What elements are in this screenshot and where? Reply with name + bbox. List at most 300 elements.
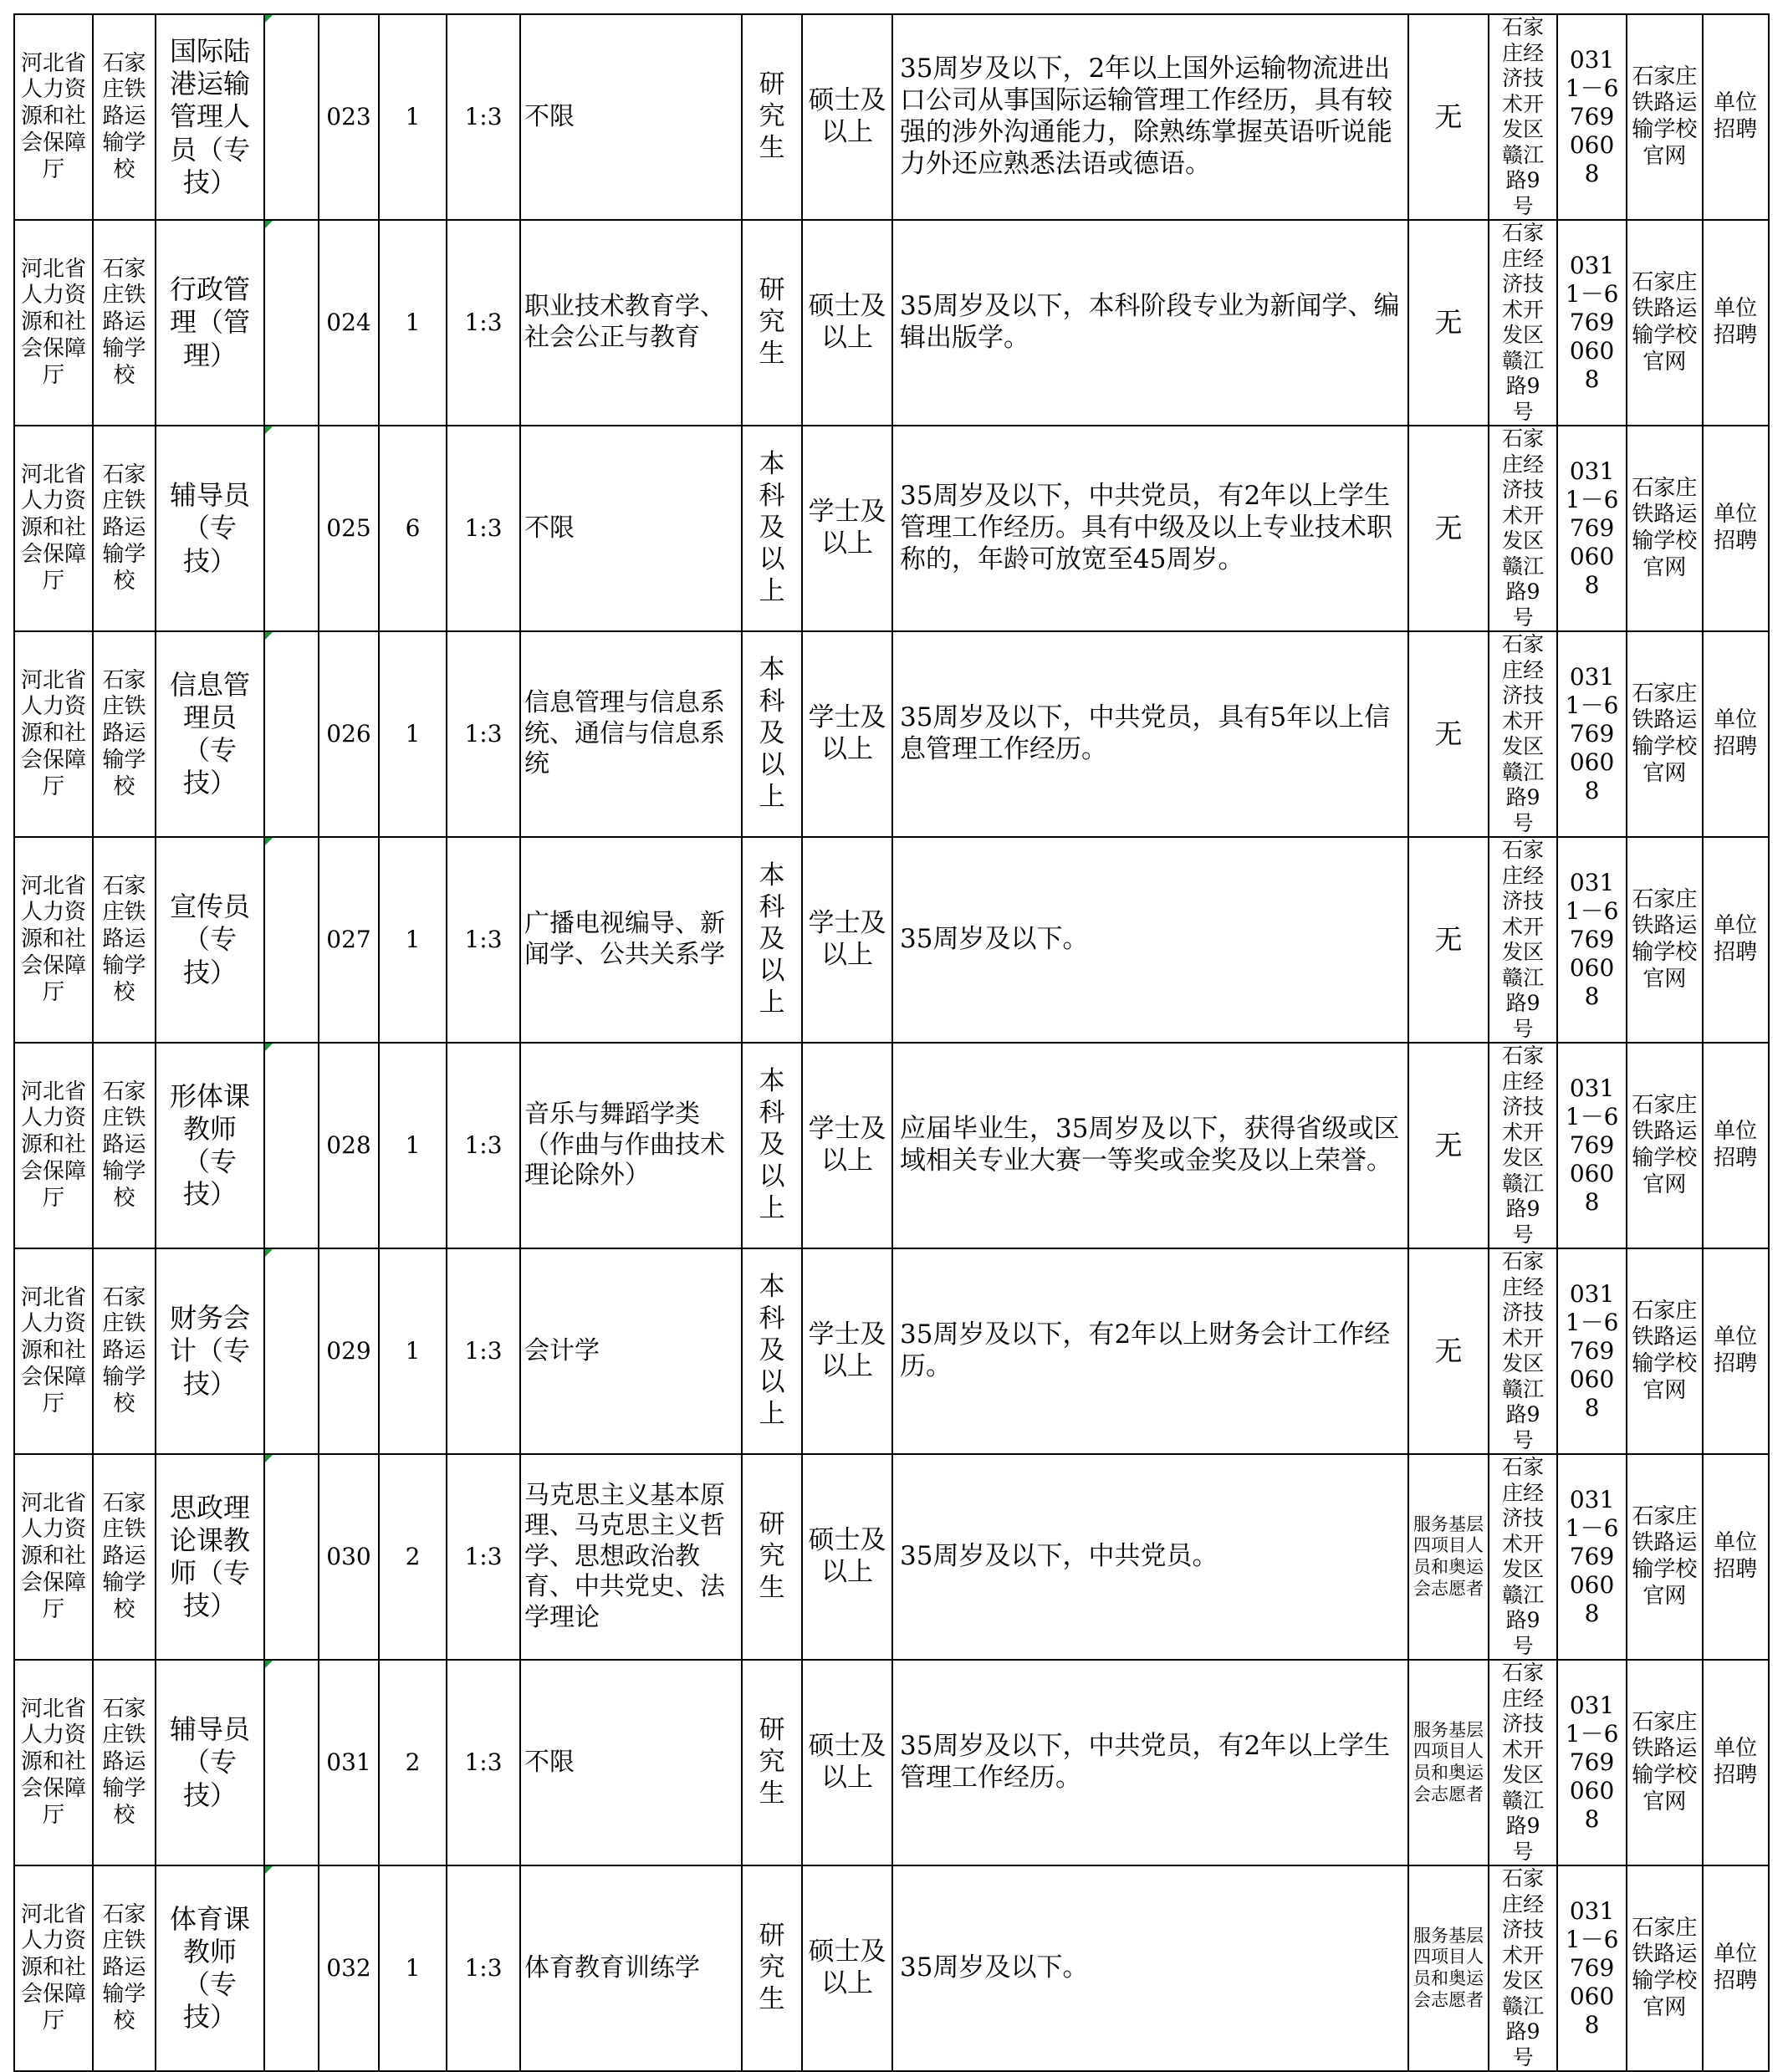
exam-ratio-text: 1:3 [464, 1748, 503, 1776]
education-text: 本科及以上 [759, 449, 785, 606]
exam-ratio-cell [447, 1043, 520, 1248]
education-cell [742, 1660, 802, 1865]
target-group-text: 无 [1434, 1334, 1463, 1367]
exam-ratio-text: 1:3 [464, 1953, 503, 1982]
address-cell [1489, 1043, 1557, 1248]
exam-ratio-cell [447, 1660, 520, 1865]
method-text: 单位招聘 [1714, 1530, 1758, 1582]
post-name-cell [156, 837, 264, 1043]
exam-ratio-text: 1:3 [464, 1130, 503, 1159]
target-group-cell [1408, 220, 1489, 426]
method-text: 单位招聘 [1714, 1324, 1758, 1376]
department-cell [14, 837, 93, 1043]
major-text: 体育教育训练学 [524, 1952, 700, 1983]
unit-cell [93, 1043, 156, 1248]
post-name-text: 行政管理（管理） [169, 273, 250, 371]
department-text: 河北省人力资源和社会保障厅 [20, 50, 86, 182]
exam-ratio-cell [447, 837, 520, 1043]
major-cell [520, 837, 742, 1043]
department-cell [14, 1454, 93, 1660]
major-text: 会计学 [524, 1335, 600, 1365]
major-cell [520, 1043, 742, 1248]
major-text: 马克思主义基本原理、马克思主义哲学、思想政治教育、中共党史、法学理论 [524, 1480, 725, 1632]
major-text: 不限 [524, 101, 575, 131]
requirements-text: 35周岁及以下，中共党员，有2年以上学生管理工作经历。 [900, 1731, 1391, 1793]
method-text: 单位招聘 [1714, 1942, 1758, 1993]
degree-cell [802, 837, 892, 1043]
target-group-text: 无 [1434, 511, 1463, 544]
requirements-text: 35周岁及以下。 [900, 1952, 1089, 1983]
degree-text: 硕士及以上 [808, 1937, 886, 1998]
department-text: 河北省人力资源和社会保障厅 [20, 462, 86, 594]
post-code-cell [319, 1865, 379, 2071]
table-row [14, 1043, 1769, 1248]
target-group-text: 无 [1434, 717, 1463, 750]
post-name-text: 财务会计（专技） [169, 1302, 250, 1400]
website-cell [1627, 1043, 1703, 1248]
department-cell [14, 631, 93, 837]
post-code-text: 024 [326, 308, 371, 336]
department-text: 河北省人力资源和社会保障厅 [20, 1901, 86, 2034]
blank-cell [264, 426, 319, 631]
unit-cell [93, 1248, 156, 1454]
post-name-cell [156, 426, 264, 631]
post-code-text: 032 [326, 1953, 371, 1982]
cell-marker-icon [265, 1044, 273, 1051]
unit-text: 石家庄铁路运输学校 [102, 873, 146, 1005]
cell-marker-icon [265, 1455, 273, 1462]
department-cell [14, 1248, 93, 1454]
address-text: 石家庄经济技术开发区赣江路9号 [1502, 632, 1545, 835]
blank-cell [264, 220, 319, 426]
post-code-text: 026 [326, 719, 371, 748]
blank-cell [264, 1043, 319, 1248]
cell-marker-icon [265, 15, 273, 23]
address-cell [1489, 631, 1557, 837]
table-row [14, 631, 1769, 837]
target-group-text: 无 [1434, 922, 1463, 956]
post-code-text: 028 [326, 1130, 371, 1159]
post-name-cell [156, 1454, 264, 1660]
post-name-cell [156, 1660, 264, 1865]
address-cell [1489, 14, 1557, 220]
education-text: 研究生 [759, 1715, 785, 1809]
table-row [14, 14, 1769, 220]
requirements-text: 35周岁及以下，中共党员，具有5年以上信息管理工作经历。 [900, 702, 1391, 764]
target-group-cell [1408, 14, 1489, 220]
requirements-cell [892, 14, 1408, 220]
unit-text: 石家庄铁路运输学校 [102, 1901, 146, 2034]
headcount-text: 2 [405, 1748, 421, 1776]
exam-ratio-text: 1:3 [464, 719, 503, 748]
unit-text: 石家庄铁路运输学校 [102, 1696, 146, 1828]
exam-ratio-cell [447, 1248, 520, 1454]
blank-cell [264, 14, 319, 220]
table-row [14, 1865, 1769, 2071]
website-text: 石家庄铁路运输学校官网 [1632, 1298, 1698, 1403]
target-group-cell [1408, 1248, 1489, 1454]
target-group-cell [1408, 1660, 1489, 1865]
address-cell [1489, 1865, 1557, 2071]
requirements-text: 35周岁及以下，本科阶段专业为新闻学、编辑出版学。 [900, 291, 1400, 353]
target-group-cell [1408, 631, 1489, 837]
post-code-cell [319, 1660, 379, 1865]
major-text: 音乐与舞蹈学类（作曲与作曲技术理论除外） [524, 1100, 725, 1191]
method-text: 单位招聘 [1714, 913, 1758, 965]
website-text: 石家庄铁路运输学校官网 [1632, 475, 1698, 580]
cell-marker-icon [265, 632, 273, 640]
method-cell [1703, 1865, 1769, 2071]
blank-cell [264, 1454, 319, 1660]
department-text: 河北省人力资源和社会保障厅 [20, 256, 86, 388]
exam-ratio-text: 1:3 [464, 513, 503, 542]
major-cell [520, 631, 742, 837]
post-code-text: 030 [326, 1542, 371, 1570]
major-text: 信息管理与信息系统、通信与信息系统 [524, 688, 725, 779]
phone-text: 0311－67690608 [1565, 1691, 1619, 1834]
exam-ratio-cell [447, 631, 520, 837]
unit-cell [93, 220, 156, 426]
address-text: 石家庄经济技术开发区赣江路9号 [1502, 1661, 1545, 1864]
department-text: 河北省人力资源和社会保障厅 [20, 667, 86, 799]
requirements-text: 35周岁及以下，有2年以上财务会计工作经历。 [900, 1319, 1391, 1381]
education-cell [742, 14, 802, 220]
post-code-cell [319, 220, 379, 426]
degree-cell [802, 1454, 892, 1660]
requirements-text: 35周岁及以下，中共党员。 [900, 1541, 1218, 1572]
headcount-cell [379, 220, 447, 426]
post-code-cell [319, 14, 379, 220]
table-row [14, 220, 1769, 426]
degree-cell [802, 426, 892, 631]
cell-marker-icon [265, 426, 273, 434]
website-cell [1627, 631, 1703, 837]
phone-cell [1557, 1660, 1627, 1865]
degree-text: 学士及以上 [808, 497, 886, 559]
post-name-cell [156, 631, 264, 837]
headcount-text: 1 [405, 1953, 421, 1982]
address-text: 石家庄经济技术开发区赣江路9号 [1502, 15, 1545, 218]
exam-ratio-cell [447, 426, 520, 631]
address-cell [1489, 426, 1557, 631]
method-cell [1703, 631, 1769, 837]
address-text: 石家庄经济技术开发区赣江路9号 [1502, 221, 1545, 424]
major-cell [520, 1660, 742, 1865]
major-text: 不限 [524, 513, 575, 543]
unit-text: 石家庄铁路运输学校 [102, 50, 146, 182]
department-text: 河北省人力资源和社会保障厅 [20, 1696, 86, 1828]
education-text: 研究生 [759, 1509, 785, 1603]
website-text: 石家庄铁路运输学校官网 [1632, 886, 1698, 992]
post-name-cell [156, 1043, 264, 1248]
department-cell [14, 426, 93, 631]
post-name-text: 辅导员（专技） [169, 479, 250, 577]
method-text: 单位招聘 [1714, 1736, 1758, 1788]
method-cell [1703, 1043, 1769, 1248]
phone-cell [1557, 1043, 1627, 1248]
target-group-cell [1408, 837, 1489, 1043]
target-group-text: 无 [1434, 100, 1463, 133]
education-text: 研究生 [759, 1921, 785, 2014]
blank-cell [264, 837, 319, 1043]
exam-ratio-text: 1:3 [464, 1336, 503, 1365]
post-code-text: 029 [326, 1336, 371, 1365]
website-cell [1627, 1660, 1703, 1865]
education-cell [742, 1248, 802, 1454]
degree-text: 学士及以上 [808, 908, 886, 970]
target-group-text: 服务基层四项目人员和奥运会志愿者 [1413, 1513, 1484, 1599]
headcount-text: 1 [405, 102, 421, 130]
education-text: 本科及以上 [759, 860, 785, 1018]
major-text: 广播电视编导、新闻学、公共关系学 [524, 909, 725, 969]
headcount-text: 6 [405, 513, 421, 542]
table-row [14, 1454, 1769, 1660]
department-text: 河北省人力资源和社会保障厅 [20, 1490, 86, 1622]
headcount-cell [379, 426, 447, 631]
target-group-cell [1408, 426, 1489, 631]
unit-cell [93, 1660, 156, 1865]
method-cell [1703, 426, 1769, 631]
post-name-text: 宣传员（专技） [169, 891, 250, 988]
headcount-text: 2 [405, 1542, 421, 1570]
post-name-text: 思政理论课教师（专技） [169, 1491, 250, 1622]
requirements-text: 35周岁及以下，2年以上国外运输物流进出口公司从事国际运输管理工作经历，具有较强的涉外沟通能力，除熟练掌握英语听说能力外还应熟悉法语或德语。 [900, 54, 1392, 179]
unit-cell [93, 631, 156, 837]
target-group-cell [1408, 1865, 1489, 2071]
method-text: 单位招聘 [1714, 707, 1758, 759]
exam-ratio-text: 1:3 [464, 1542, 503, 1570]
degree-text: 学士及以上 [808, 1319, 886, 1381]
cell-marker-icon [265, 1866, 273, 1874]
cell-marker-icon [265, 1249, 273, 1257]
education-cell [742, 1043, 802, 1248]
post-name-cell [156, 1248, 264, 1454]
post-code-cell [319, 426, 379, 631]
website-text: 石家庄铁路运输学校官网 [1632, 1092, 1698, 1197]
headcount-cell [379, 1454, 447, 1660]
phone-cell [1557, 1454, 1627, 1660]
post-name-text: 形体课教师（专技） [169, 1079, 250, 1211]
post-code-cell [319, 1043, 379, 1248]
headcount-text: 1 [405, 1336, 421, 1365]
department-cell [14, 1043, 93, 1248]
post-code-cell [319, 631, 379, 837]
address-text: 石家庄经济技术开发区赣江路9号 [1502, 1249, 1545, 1452]
blank-cell [264, 1660, 319, 1865]
education-cell [742, 837, 802, 1043]
phone-cell [1557, 631, 1627, 837]
website-text: 石家庄铁路运输学校官网 [1632, 1709, 1698, 1814]
address-cell [1489, 1248, 1557, 1454]
major-cell [520, 1865, 742, 2071]
cell-marker-icon [265, 221, 273, 228]
phone-cell [1557, 14, 1627, 220]
degree-text: 学士及以上 [808, 702, 886, 764]
degree-cell [802, 1660, 892, 1865]
major-cell [520, 220, 742, 426]
headcount-cell [379, 837, 447, 1043]
table-row [14, 426, 1769, 631]
headcount-text: 1 [405, 925, 421, 953]
website-text: 石家庄铁路运输学校官网 [1632, 1503, 1698, 1609]
phone-cell [1557, 1865, 1627, 2071]
exam-ratio-cell [447, 1865, 520, 2071]
address-text: 石家庄经济技术开发区赣江路9号 [1502, 838, 1545, 1041]
department-text: 河北省人力资源和社会保障厅 [20, 873, 86, 1005]
education-text: 本科及以上 [759, 1066, 785, 1223]
table-row [14, 1660, 1769, 1865]
phone-text: 0311－67690608 [1565, 1279, 1619, 1422]
requirements-cell [892, 426, 1408, 631]
post-name-text: 信息管理员（专技） [169, 668, 250, 799]
requirements-cell [892, 1660, 1408, 1865]
method-text: 单位招聘 [1714, 502, 1758, 554]
requirements-cell [892, 1248, 1408, 1454]
post-code-cell [319, 1454, 379, 1660]
department-text: 河北省人力资源和社会保障厅 [20, 1079, 86, 1211]
website-text: 石家庄铁路运输学校官网 [1632, 681, 1698, 786]
unit-text: 石家庄铁路运输学校 [102, 462, 146, 594]
exam-ratio-text: 1:3 [464, 308, 503, 336]
phone-text: 0311－67690608 [1565, 868, 1619, 1011]
unit-text: 石家庄铁路运输学校 [102, 1284, 146, 1416]
blank-cell [264, 631, 319, 837]
website-cell [1627, 1454, 1703, 1660]
unit-text: 石家庄铁路运输学校 [102, 1490, 146, 1622]
phone-text: 0311－67690608 [1565, 251, 1619, 394]
cell-marker-icon [265, 838, 273, 845]
education-cell [742, 631, 802, 837]
address-text: 石家庄经济技术开发区赣江路9号 [1502, 426, 1545, 630]
education-text: 研究生 [759, 69, 785, 163]
headcount-text: 1 [405, 1130, 421, 1159]
education-text: 本科及以上 [759, 1272, 785, 1429]
unit-text: 石家庄铁路运输学校 [102, 667, 146, 799]
unit-cell [93, 1865, 156, 2071]
headcount-cell [379, 1248, 447, 1454]
phone-text: 0311－67690608 [1565, 45, 1619, 188]
major-text: 不限 [524, 1747, 575, 1777]
degree-cell [802, 14, 892, 220]
requirements-cell [892, 631, 1408, 837]
address-cell [1489, 1660, 1557, 1865]
major-cell [520, 1248, 742, 1454]
phone-cell [1557, 1248, 1627, 1454]
requirements-text: 35周岁及以下，中共党员，有2年以上学生管理工作经历。具有中级及以上专业技术职称的，年龄可放宽至45周岁。 [900, 481, 1392, 574]
headcount-cell [379, 1660, 447, 1865]
post-name-cell [156, 1865, 264, 2071]
recruitment-table [13, 13, 1770, 2072]
post-name-cell [156, 220, 264, 426]
target-group-text: 服务基层四项目人员和奥运会志愿者 [1413, 1719, 1484, 1804]
requirements-cell [892, 1454, 1408, 1660]
requirements-text: 35周岁及以下。 [900, 924, 1089, 955]
address-cell [1489, 1454, 1557, 1660]
requirements-cell [892, 837, 1408, 1043]
website-text: 石家庄铁路运输学校官网 [1632, 1915, 1698, 2020]
post-code-text: 025 [326, 513, 371, 542]
table-body [14, 14, 1769, 2071]
degree-text: 硕士及以上 [808, 1525, 886, 1587]
degree-cell [802, 1865, 892, 2071]
target-group-text: 服务基层四项目人员和奥运会志愿者 [1413, 1925, 1484, 2010]
education-text: 本科及以上 [759, 655, 785, 812]
method-cell [1703, 220, 1769, 426]
major-text: 职业技术教育学、社会公正与教育 [524, 292, 725, 352]
requirements-cell [892, 220, 1408, 426]
method-text: 单位招聘 [1714, 296, 1758, 348]
department-text: 河北省人力资源和社会保障厅 [20, 1284, 86, 1416]
phone-cell [1557, 837, 1627, 1043]
post-name-cell [156, 14, 264, 220]
website-text: 石家庄铁路运输学校官网 [1632, 64, 1698, 169]
education-cell [742, 1454, 802, 1660]
department-cell [14, 1660, 93, 1865]
method-cell [1703, 837, 1769, 1043]
method-cell [1703, 14, 1769, 220]
degree-cell [802, 220, 892, 426]
headcount-text: 1 [405, 719, 421, 748]
exam-ratio-text: 1:3 [464, 925, 503, 953]
post-name-text: 体育课教师（专技） [169, 1902, 250, 2034]
website-text: 石家庄铁路运输学校官网 [1632, 269, 1698, 375]
post-code-cell [319, 1248, 379, 1454]
blank-cell [264, 1248, 319, 1454]
website-cell [1627, 220, 1703, 426]
website-cell [1627, 426, 1703, 631]
degree-cell [802, 1248, 892, 1454]
education-cell [742, 220, 802, 426]
headcount-cell [379, 14, 447, 220]
address-text: 石家庄经济技术开发区赣江路9号 [1502, 1866, 1545, 2069]
major-cell [520, 1454, 742, 1660]
requirements-cell [892, 1865, 1408, 2071]
address-cell [1489, 837, 1557, 1043]
requirements-text: 应届毕业生，35周岁及以下，获得省级或区域相关专业大赛一等奖或金奖及以上荣誉。 [900, 1114, 1400, 1176]
unit-cell [93, 426, 156, 631]
phone-text: 0311－67690608 [1565, 1896, 1619, 2039]
website-cell [1627, 1865, 1703, 2071]
table-row [14, 837, 1769, 1043]
department-cell [14, 14, 93, 220]
degree-text: 硕士及以上 [808, 1731, 886, 1793]
method-text: 单位招聘 [1714, 1119, 1758, 1171]
post-code-text: 023 [326, 102, 371, 130]
post-name-text: 国际陆港运输管理人员（专技） [169, 35, 250, 198]
department-cell [14, 1865, 93, 2071]
major-cell [520, 426, 742, 631]
degree-text: 硕士及以上 [808, 85, 886, 147]
phone-text: 0311－67690608 [1565, 457, 1619, 600]
method-text: 单位招聘 [1714, 90, 1758, 142]
post-code-cell [319, 837, 379, 1043]
address-text: 石家庄经济技术开发区赣江路9号 [1502, 1044, 1545, 1247]
website-cell [1627, 14, 1703, 220]
target-group-text: 无 [1434, 305, 1463, 339]
education-text: 研究生 [759, 275, 785, 369]
post-name-text: 辅导员（专技） [169, 1713, 250, 1811]
post-code-text: 031 [326, 1748, 371, 1776]
exam-ratio-cell [447, 220, 520, 426]
phone-cell [1557, 220, 1627, 426]
unit-cell [93, 14, 156, 220]
method-cell [1703, 1660, 1769, 1865]
unit-text: 石家庄铁路运输学校 [102, 1079, 146, 1211]
website-cell [1627, 837, 1703, 1043]
address-text: 石家庄经济技术开发区赣江路9号 [1502, 1455, 1545, 1658]
department-cell [14, 220, 93, 426]
target-group-cell [1408, 1454, 1489, 1660]
